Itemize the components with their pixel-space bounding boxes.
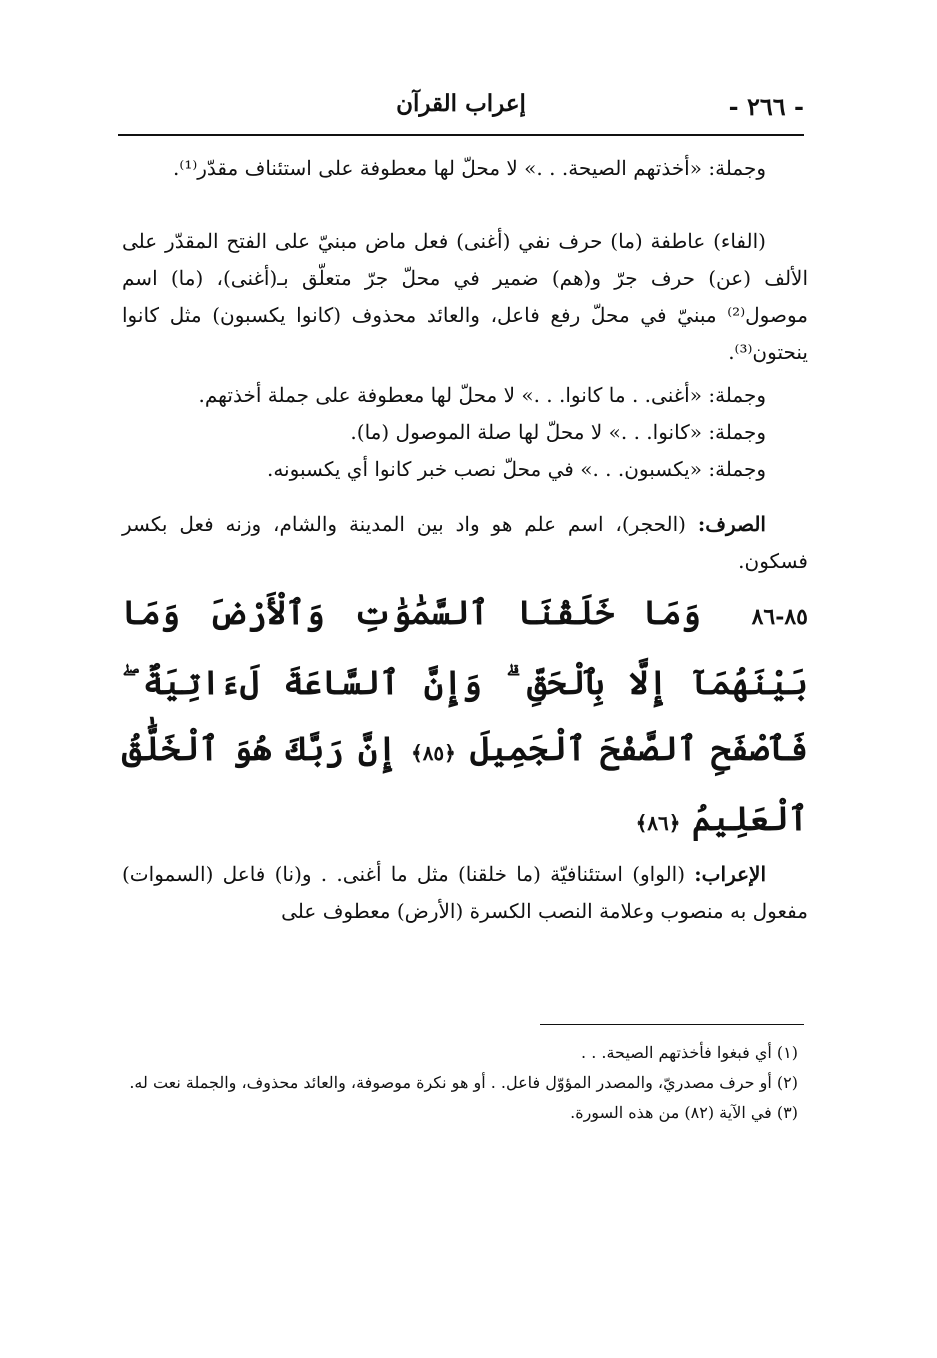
paragraph-sarf [122, 506, 808, 580]
paragraph-sentence-analysis: وجملة: «أخذتهم الصيحة. . .» لا محلّ لها معطوفة على استئناف مقدّر⁽¹⁾. [173, 156, 766, 180]
footnotes [122, 1038, 808, 1128]
ayah-marker-85: ﴿٨٥﴾ [410, 741, 456, 765]
sarf-text: (الحجر)، اسم علم هو واد بين المدينة والشام، وزنه فعل بكسر فسكون. [122, 512, 808, 573]
irab-text: (الواو) استئنافيّة (ما خلقنا) مثل ما أغنى. . و(نا) فاعل (السموات) مفعول به منصوب وعلامة النصب الكسرة (الأرض) معطوف على [122, 862, 808, 923]
sentence-note-1: وجملة: «أغنى. . ما كانوا. . .» لا محلّ لها معطوفة على جملة أخذتهم. [198, 383, 766, 407]
footnote-1: (١) أي فبغوا فأخذتهم الصيحة. . . [581, 1043, 798, 1062]
main-text [122, 150, 808, 930]
page-header [118, 86, 804, 136]
sentence-note-3: وجملة: «يكسبون. . .» في محلّ نصب خبر كانوا أي يكسبونه. [266, 457, 766, 481]
running-title: إعراب القرآن [396, 90, 526, 117]
ayah-marker-86: ﴿٨٦﴾ [635, 811, 681, 835]
paragraph-grammar: (الفاء) عاطفة (ما) حرف نفي (أغنى) فعل ماض مبنيّ على الفتح المقدّر على الألف (عن) حرف جرّ و(هم) ضمير في محلّ جرّ متعلّق بـ(أغنى)، (ما) اسم موصول⁽²⁾ مبنيّ في محلّ رفع فاعل، والعائد محذوف (كانوا يكسبون) مثل كانوا ينحتون⁽³⁾. [122, 229, 809, 364]
sentence-note-2: وجملة: «كانوا. . .» لا محلّ لها صلة الموصول (ما). [350, 420, 766, 444]
footnote-2: (٢) أو حرف مصدريّ، والمصدر المؤوّل فاعل. . أو هو نكرة موصوفة، والعائد محذوف، والجملة نعت له. [129, 1073, 798, 1092]
paragraph-irab [122, 856, 808, 930]
irab-label: الإعراب: [694, 862, 766, 886]
verse-text-86: إِنَّ رَبَّكَ هُوَ ٱلْخَلَّٰقُ ٱلْعَلِيمُ [122, 729, 808, 838]
page-number: - ٢٦٦ - [728, 92, 804, 121]
verse-text-85: وَمَا خَلَقْنَا ٱلسَّمَٰوَٰتِ وَٱلْأَرْضَ وَمَا بَيْنَهُمَآ إِلَّا بِٱلْحَقِّ ۗ وَإِنَّ ٱلسَّاعَةَ لَءَاتِيَةٌ ۖ فَٱصْفَحِ ٱلصَّفْحَ ٱلْجَمِيلَ [122, 593, 808, 768]
footnote-divider [540, 1024, 804, 1025]
verse-number: ٨٥-٨٦ [751, 604, 808, 630]
quran-verse [122, 580, 808, 856]
footnote-3: (٣) في الآية (٨٢) من هذه السورة. [570, 1103, 798, 1122]
sarf-label: الصرف: [697, 512, 766, 536]
